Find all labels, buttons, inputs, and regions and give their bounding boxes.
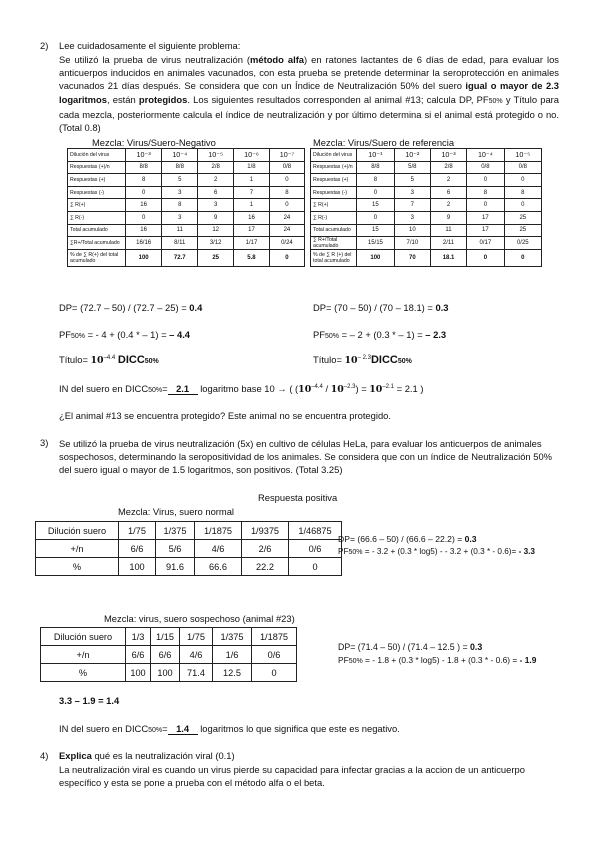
cell: 0/6 (252, 646, 297, 664)
row-label: ∑ R(-) (68, 211, 126, 224)
cell: 8 (504, 186, 541, 199)
cell: 0/6 (289, 540, 342, 558)
table-header-row (68, 149, 305, 162)
cell: 3/12 (198, 237, 234, 250)
cell: 22.2 (242, 558, 289, 576)
cell: 18.1 (430, 250, 466, 267)
cell: 15/15 (357, 237, 395, 250)
row-label: ∑ R(-) (311, 211, 357, 224)
dilution-cell: 10⁻¹ (357, 149, 395, 162)
table-right-caption: Mezcla: Virus/Suero de referencia (313, 137, 455, 148)
table-normal-caption: Mezcla: Virus, suero normal (118, 506, 235, 517)
cell: 16 (234, 211, 270, 224)
cell: 25 (504, 224, 541, 237)
cell: 8/11 (162, 237, 198, 250)
cell: 0 (467, 199, 505, 212)
row-label: Total acumulado (311, 224, 357, 237)
cell: 8/8 (126, 161, 162, 174)
table-left-caption: Mezcla: Virus/Suero-Negativo (92, 137, 216, 148)
dilution-cell: 10⁻⁷ (269, 149, 304, 162)
row-label: Respuestas (+)/n (311, 161, 357, 174)
cell: 2/11 (430, 237, 466, 250)
cell: 17 (234, 224, 270, 237)
q3-difference: 3.3 – 1.9 = 1.4 (59, 695, 120, 706)
header-cell: Dilución del virus (311, 149, 357, 162)
cell: 100 (126, 664, 151, 682)
cell: 8/8 (162, 161, 198, 174)
cell: 8 (269, 186, 304, 199)
cell: 1 (234, 174, 270, 187)
cell: 7 (394, 199, 430, 212)
cell: 2/8 (430, 161, 466, 174)
cell: 15 (357, 224, 395, 237)
cell: 1/6 (213, 646, 252, 664)
q4-answer: La neutralización viral es cuando un virus pierde su capacidad para infectar gracias a la accion de un anticuerpo específico y esta se pone a prueba con el método alfa o el beta. (59, 764, 525, 789)
cell: 7 (234, 186, 270, 199)
titulo-left: Título= $10^{-4.4}$ DICC50% (59, 354, 159, 366)
table-row (68, 237, 305, 250)
cell: 0 (504, 250, 541, 267)
cell: 17 (467, 224, 505, 237)
table-row (68, 224, 305, 237)
row-label: Respuestas (-) (311, 186, 357, 199)
cell: 0 (126, 186, 162, 199)
cell: 91.6 (156, 558, 195, 576)
cell: 4/6 (195, 540, 242, 558)
table-row (311, 237, 542, 250)
table-row (311, 211, 542, 224)
titulo-right: Título= $10^{- 2.3}DICC50\%$ (313, 354, 412, 366)
cell: 9 (430, 211, 466, 224)
cell: 2 (430, 199, 466, 212)
row-label: +/n (41, 646, 126, 664)
respuesta-positiva-label: Respuesta positiva (258, 492, 338, 503)
cell: 6/6 (126, 646, 151, 664)
cell: 0/8 (269, 161, 304, 174)
cell: 1/8 (234, 161, 270, 174)
row-label: Respuestas (-) (68, 186, 126, 199)
table-row (311, 224, 542, 237)
header-cell: 1/375 (156, 522, 195, 540)
dilution-cell: 10⁻² (394, 149, 430, 162)
cell: 5/6 (156, 540, 195, 558)
row-label: Respuestas (+) (311, 174, 357, 187)
in-line-q2: IN del suero en DICC50%= 2.1 logaritmo base 10 → ( $(10^{-4.4} / 10^{-2.3}) = 10^{-2.1} = 2.1$ ) (59, 383, 424, 395)
cell: 0 (467, 250, 505, 267)
q3-number: 3) (40, 437, 49, 448)
cell: 3 (162, 211, 198, 224)
cell: 0 (269, 249, 304, 266)
header-cell: 1/15 (151, 628, 180, 646)
q2-number: 2) (40, 40, 49, 51)
header-cell: 1/46875 (289, 522, 342, 540)
cell: 0 (126, 211, 162, 224)
row-label: ∑ R+/Total acumulado (311, 237, 357, 250)
header-cell: Dilución suero (41, 628, 126, 646)
cell: 0 (357, 186, 395, 199)
row-label: % de ∑ R (+) del total acumulado (311, 250, 357, 267)
cell: 12 (198, 224, 234, 237)
q2-intro: Lee cuidadosamente el siguiente problema: (59, 40, 241, 51)
dilution-cell: 10⁻⁵ (198, 149, 234, 162)
cell: 12.5 (213, 664, 252, 682)
row-label: % de ∑ R(+) del total acumulado (68, 249, 126, 266)
table-row (68, 211, 305, 224)
q3-problem-text: Se utilizó la prueba de virus neutralización (5x) en cultivo de células HeLa, para evaluar los anticuerpos de animales sospechosos, determinando la seropositividad de los animales. Se considera que con un índice de Neutralización 50% del suero igual o mayor de 1.5 logaritmos, son positivos. (Total 3.25) (59, 438, 553, 476)
cell: 0/8 (467, 161, 505, 174)
table-header-row (41, 628, 297, 646)
table-row (41, 646, 297, 664)
dp-left: DP= (72.7 – 50) / (72.7 – 25) = 0.4 (59, 302, 203, 313)
table-row (311, 199, 542, 212)
cell: 24 (269, 224, 304, 237)
dilution-cell: 10⁻³ (126, 149, 162, 162)
cell: 0 (504, 174, 541, 187)
cell: 100 (126, 249, 162, 266)
cell: 66.6 (195, 558, 242, 576)
pf-left: PF50% = - 4 + (0.4 * – 1) = – 4.4 (59, 329, 191, 340)
cell: 4/6 (180, 646, 213, 664)
cell: 3 (394, 211, 430, 224)
virus-negative-table (67, 148, 305, 267)
cell: 6 (198, 186, 234, 199)
pf-normal: PF50% = - 3.2 + (0.3 * log5) - - 3.2 + (0.3 * - 0.6)= - 3.3 (338, 547, 535, 556)
cell: 1 (234, 199, 270, 212)
cell: 6/6 (151, 646, 180, 664)
cell: 3 (162, 186, 198, 199)
table-row (68, 249, 305, 266)
table-row (311, 174, 542, 187)
cell: 0/17 (467, 237, 505, 250)
in-line-q3: IN del suero en DICC50%= 1.4 logaritmos lo que significa que este es negativo. (59, 723, 400, 734)
dp-normal: DP= (66.6 – 50) / (66.6 – 22.2) = 0.3 (338, 534, 477, 544)
cell: 9 (198, 211, 234, 224)
cell: 3 (394, 186, 430, 199)
dilution-cell: 10⁻⁶ (234, 149, 270, 162)
q2-problem-text: Se utilizó la prueba de virus neutralización (método alfa) en ratones lactantes de 6 días de edad, para evaluar los anticuerpos inducidos en animales vacunados, con esta prueba se pretende determinar la seroprotección en animales vacunados 21 días después. Se considera que con un Índice de Neutralización 50% del suero igual o mayor de 2.3 logaritmos, están protegidos. Los siguientes resultados corresponden al animal #13; calcula DP, PF50% y Título para cada mezcla, posteriormente calcula el índice de neutralización y por último determina si el animal está protegido o no. (Total 0.8) (59, 54, 559, 134)
table-row (68, 186, 305, 199)
q2-protection-answer: ¿El animal #13 se encuentra protegido? Este animal no se encuentra protegido. (59, 410, 391, 421)
cell: 25 (504, 211, 541, 224)
cell: 8 (467, 186, 505, 199)
cell: 0 (357, 211, 395, 224)
dilution-cell: 10⁻⁴ (467, 149, 505, 162)
cell: 25 (198, 249, 234, 266)
row-label: ∑ R(+) (311, 199, 357, 212)
cell: 0 (504, 199, 541, 212)
cell: 0/24 (269, 237, 304, 250)
cell: 0 (252, 664, 297, 682)
cell: 100 (357, 250, 395, 267)
cell: 7/10 (394, 237, 430, 250)
cell: 0 (467, 174, 505, 187)
table-row (311, 186, 542, 199)
cell: 8 (162, 199, 198, 212)
cell: 0/25 (504, 237, 541, 250)
pf-sospechoso: PF50% = - 1.8 + (0.3 * log5) - 1.8 + (0.3 * - 0.6) = - 1.9 (338, 655, 537, 665)
header-cell: 1/375 (213, 628, 252, 646)
cell: 1/17 (234, 237, 270, 250)
cell: 2/8 (198, 161, 234, 174)
serum-suspect-table (40, 627, 297, 682)
table-row (36, 558, 342, 576)
table-row (311, 250, 542, 267)
cell: 17 (467, 211, 505, 224)
table-row (68, 174, 305, 187)
row-label: Respuestas (+) (68, 174, 126, 187)
cell: 5 (394, 174, 430, 187)
table-header-row (36, 522, 342, 540)
cell: 16 (126, 199, 162, 212)
row-label: % (41, 664, 126, 682)
cell: 15 (357, 199, 395, 212)
cell: 0/8 (504, 161, 541, 174)
row-label: ∑ R(+) (68, 199, 126, 212)
cell: 3 (198, 199, 234, 212)
header-cell: 1/9375 (242, 522, 289, 540)
table-sosp-caption: Mezcla: virus, suero sospechoso (animal #23) (104, 613, 295, 624)
cell: 2 (198, 174, 234, 187)
cell: 11 (430, 224, 466, 237)
row-label: % (36, 558, 119, 576)
header-cell: 1/3 (126, 628, 151, 646)
pf-right: PF50% = – 2 + (0.3 * – 1) = – 2.3 (313, 329, 447, 340)
cell: 5.8 (234, 249, 270, 266)
dilution-cell: 10⁻⁵ (504, 149, 541, 162)
table-row (68, 161, 305, 174)
virus-reference-table (310, 148, 542, 267)
cell: 5 (162, 174, 198, 187)
cell: 2 (430, 174, 466, 187)
cell: 2/6 (242, 540, 289, 558)
q4-title: Explica qué es la neutralización viral (0.1) (59, 750, 235, 761)
cell: 16/16 (126, 237, 162, 250)
cell: 8 (126, 174, 162, 187)
row-label: Total acumulado (68, 224, 126, 237)
cell: 10 (394, 224, 430, 237)
header-cell: 1/75 (180, 628, 213, 646)
q4-number: 4) (40, 750, 49, 761)
cell: 100 (151, 664, 180, 682)
cell: 6 (430, 186, 466, 199)
table-row (311, 161, 542, 174)
cell: 0 (289, 558, 342, 576)
cell: 8/8 (357, 161, 395, 174)
cell: 100 (119, 558, 156, 576)
header-cell: Dilución del virus (68, 149, 126, 162)
header-cell: 1/75 (119, 522, 156, 540)
table-row (68, 199, 305, 212)
cell: 72.7 (162, 249, 198, 266)
cell: 24 (269, 211, 304, 224)
cell: 11 (162, 224, 198, 237)
cell: 8 (357, 174, 395, 187)
dp-right: DP= (70 – 50) / (70 – 18.1) = 0.3 (313, 302, 449, 313)
dilution-cell: 10⁻³ (430, 149, 466, 162)
serum-normal-table (35, 521, 342, 576)
table-row (36, 540, 342, 558)
cell: 71.4 (180, 664, 213, 682)
cell: 5/8 (394, 161, 430, 174)
dp-sospechoso: DP= (71.4 – 50) / (71.4 – 12.5 ) = 0.3 (338, 642, 483, 652)
header-cell: 1/1875 (195, 522, 242, 540)
cell: 6/6 (119, 540, 156, 558)
dilution-cell: 10⁻⁴ (162, 149, 198, 162)
header-cell: 1/1875 (252, 628, 297, 646)
table-row (41, 664, 297, 682)
row-label: Respuestas (+)/n (68, 161, 126, 174)
cell: 70 (394, 250, 430, 267)
table-header-row (311, 149, 542, 162)
row-label: +/n (36, 540, 119, 558)
cell: 16 (126, 224, 162, 237)
cell: 0 (269, 199, 304, 212)
header-cell: Dilución suero (36, 522, 119, 540)
cell: 0 (269, 174, 304, 187)
row-label: ∑R+/Total acumulado (68, 237, 126, 250)
